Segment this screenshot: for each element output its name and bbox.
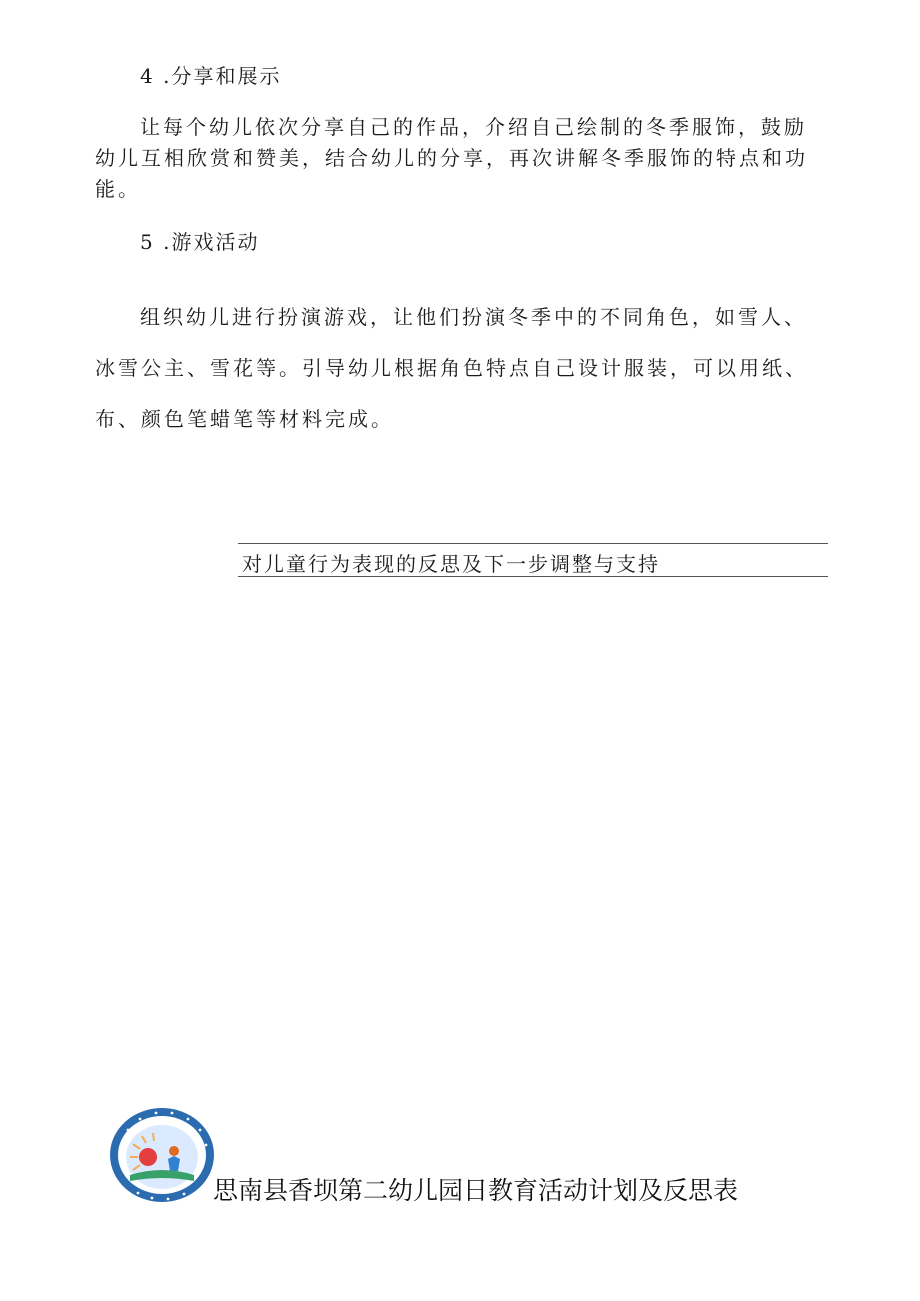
reflection-label: 对儿童行为表现的反思及下一步调整与支持 xyxy=(242,552,660,576)
kindergarten-logo-icon xyxy=(108,1105,216,1205)
section-heading-game: 5 .游戏活动 xyxy=(140,230,260,254)
section-heading-sharing: 4 .分享和展示 xyxy=(140,64,282,88)
section-body-game: 组织幼儿进行扮演游戏，让他们扮演冬季中的不同角色，如雪人、冰雪公主、雪花等。引导幼儿根据角色特点自己设计服装，可以用纸、布、颜色笔蜡笔等材料完成。 xyxy=(95,305,808,431)
section-body-sharing: 让每个幼儿依次分享自己的作品，介绍自己绘制的冬季服饰，鼓励幼儿互相欣赏和赞美，结合幼儿的分享，再次讲解冬季服饰的特点和功能。 xyxy=(95,115,808,201)
reflection-field xyxy=(238,543,828,577)
footer-title: 思南县香坝第二幼儿园日教育活动计划及反思表 xyxy=(213,1176,739,1205)
footer xyxy=(108,1105,808,1215)
